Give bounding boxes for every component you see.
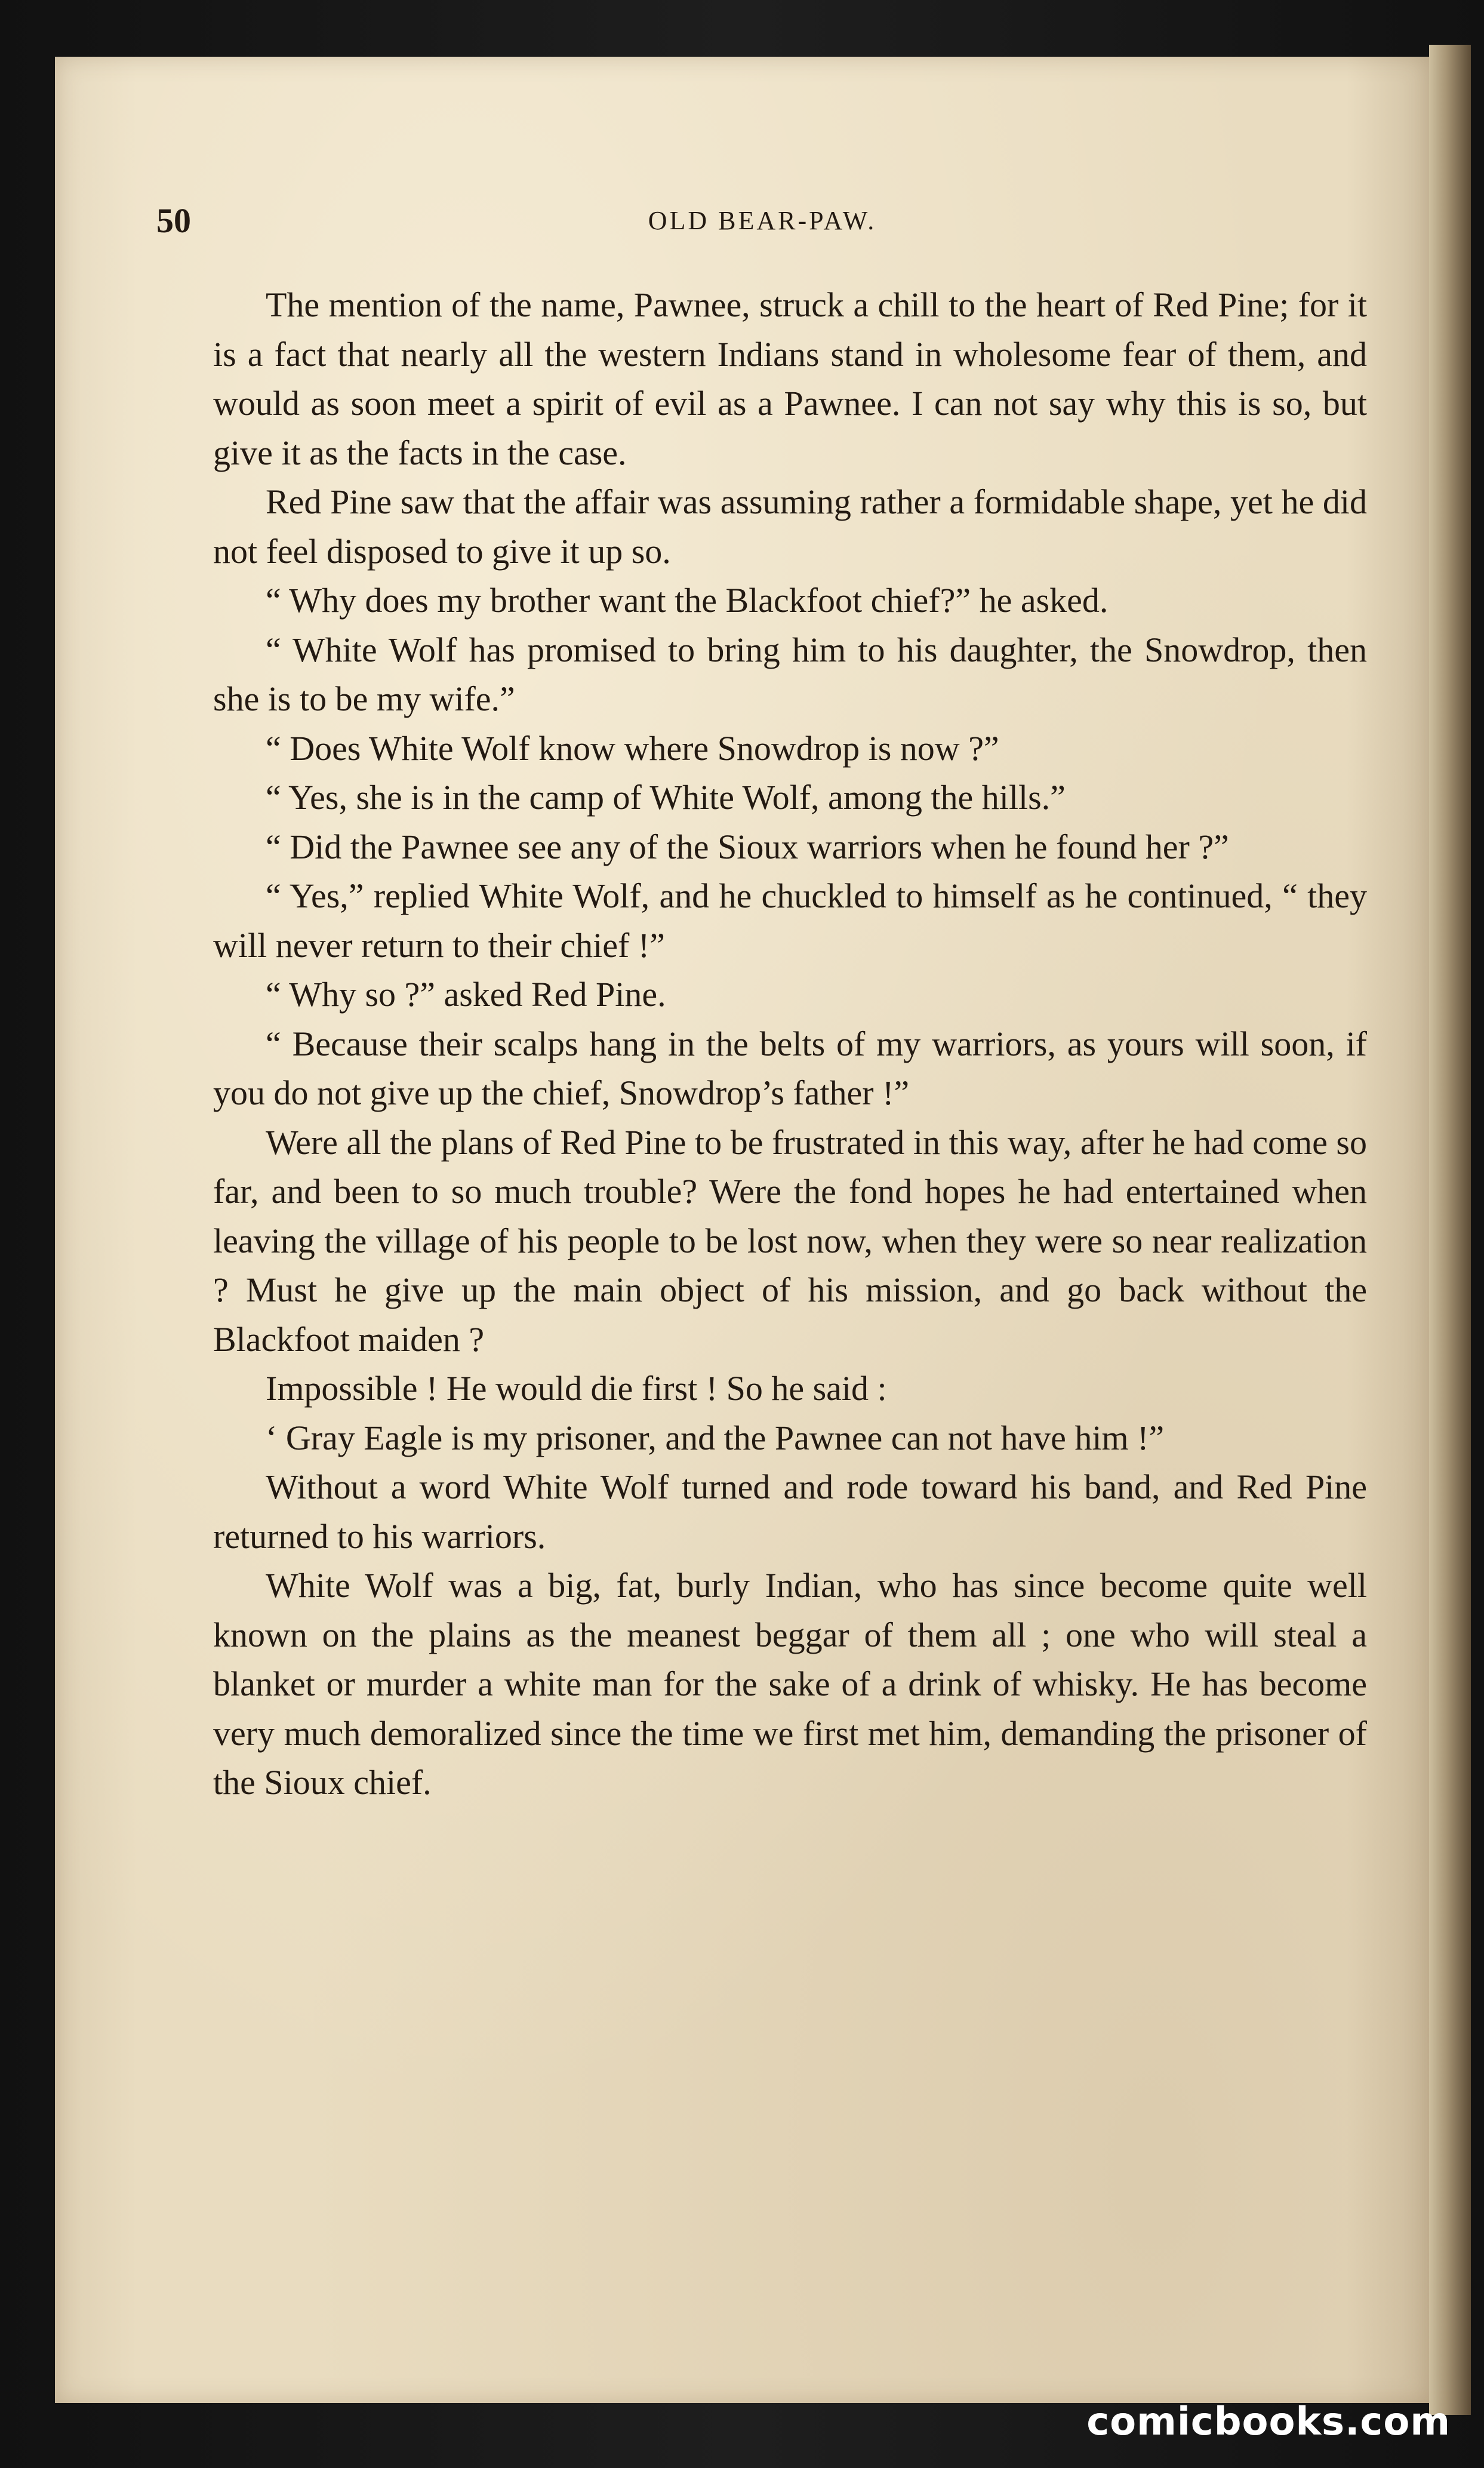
watermark-logo: comicbooks.com [1086,2400,1451,2444]
paragraph: ‘ Gray Eagle is my prisoner, and the Pawnee can not have him !” [266,1418,1165,1457]
paragraph: “ White Wolf has promised to bring him to his daughter, the Snowdrop, then she is to be my wife.” [213,630,1367,718]
paragraph: “ Yes, she is in the camp of White Wolf, among the hills.” [266,778,1066,817]
page-header [156,197,1368,245]
body-text [213,281,1367,1808]
paragraph: “ Did the Pawnee see any of the Sioux warriors when he found her ?” [266,827,1229,866]
paragraph: Without a word White Wolf turned and rode toward his band, and Red Pine returned to his warriors. [213,1467,1367,1556]
paragraph: Red Pine saw that the affair was assuming rather a formidable shape, yet he did not feel disposed to give it up so. [213,482,1367,571]
paragraph: White Wolf was a big, fat, burly Indian, who has since become quite well known on the plains as the meanest beggar of them all ; one who will steal a blanket or murder a white man for the sake of a drink of whisky. He has become very much demoralized since the time we first met him, demanding the prisoner of the Sioux chief. [213,1566,1367,1802]
paragraph: “ Does White Wolf know where Snowdrop is now ?” [266,728,999,768]
running-title: OLD BEAR-PAW. [648,206,877,235]
page-number: 50 [156,201,191,240]
paragraph: Were all the plans of Red Pine to be frustrated in this way, after he had come so far, and been to so much trouble? Were the fond hopes he had entertained when leaving the village of his people to be lost now, when they were so near realization ? Must he give up the main object of his mission, and go back without the Blackfoot maiden ? [213,1122,1367,1359]
paragraph: Impossible ! He would die first ! So he said : [266,1369,887,1408]
book-spine-edge [1429,45,1471,2415]
paragraph: “ Yes,” replied White Wolf, and he chuckled to himself as he continued, “ they will never return to their chief !” [213,876,1367,965]
paragraph: “ Because their scalps hang in the belts of my warriors, as yours will soon, if you do not give up the chief, Snowdrop’s father !” [213,1024,1367,1112]
paragraph: The mention of the name, Pawnee, struck a chill to the heart of Red Pine; for it is a fact that nearly all the western Indians stand in wholesome fear of them, and would as soon meet a spirit of evil as a Pawnee. I can not say why this is so, but give it as the facts in the case. [213,285,1367,472]
paragraph: “ Why so ?” asked Red Pine. [266,975,666,1014]
paragraph: “ Why does my brother want the Blackfoot chief?” he asked. [266,581,1109,620]
